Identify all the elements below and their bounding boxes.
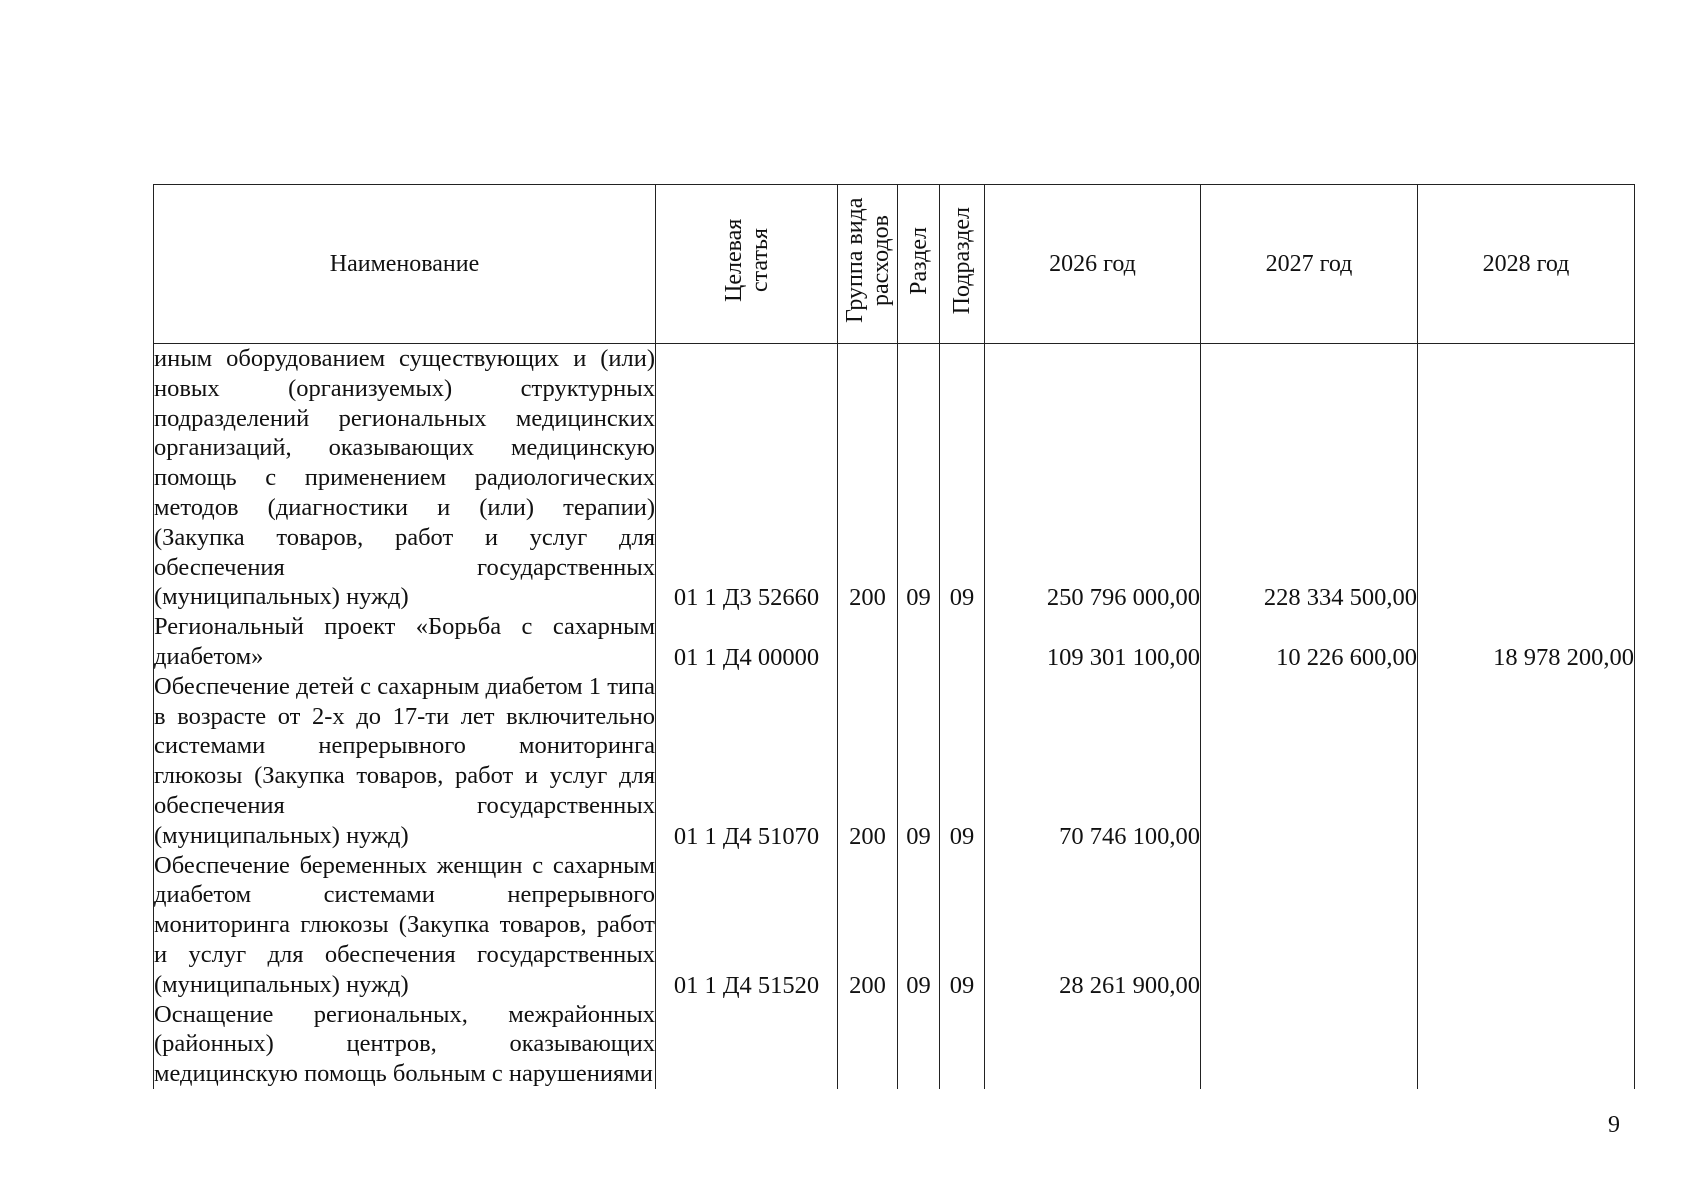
row-name: Обеспечение беременных женщин с сахарным диабетом системами непрерывного мониторинга глюкозы (Закупка товаров, работ и услуг для обеспечения государственных (муниципальных) нужд) <box>154 851 655 998</box>
row-code: 01 1 Д4 51070 <box>656 672 838 851</box>
header-target-article: Целевая статья <box>656 185 838 344</box>
row-subsection: 09 <box>940 344 985 613</box>
row-2026: 70 746 100,00 <box>985 672 1201 851</box>
row-section <box>898 1000 940 1089</box>
header-expense-group: Группа вида расходов <box>838 185 898 344</box>
row-code: 01 1 Д4 00000 <box>656 612 838 672</box>
row-2026: 28 261 900,00 <box>985 851 1201 1000</box>
table-row <box>154 851 1635 1000</box>
table-row <box>154 612 1635 672</box>
row-section <box>898 612 940 672</box>
row-group: 200 <box>838 851 898 1000</box>
row-2028: 18 978 200,00 <box>1418 612 1635 672</box>
row-2028 <box>1418 672 1635 851</box>
row-subsection <box>940 1000 985 1089</box>
row-2027 <box>1201 672 1418 851</box>
row-code: 01 1 Д4 51520 <box>656 851 838 1000</box>
row-2027 <box>1201 851 1418 1000</box>
header-year-2028: 2028 год <box>1418 185 1635 344</box>
row-group: 200 <box>838 672 898 851</box>
header-subsection: Подраздел <box>940 185 985 344</box>
budget-table <box>153 184 1635 1089</box>
table-row <box>154 672 1635 851</box>
row-name: иным оборудованием существующих и (или) новых (организуемых) структурных подразделений региональных медицинских организаций, оказывающих медицинскую помощь с применением радиологических методов (диагностики и (или) терапии) (Закупка товаров, работ и услуг для обеспечения государственных (муниципальных) нужд) <box>154 345 655 611</box>
row-subsection: 09 <box>940 672 985 851</box>
row-subsection <box>940 612 985 672</box>
row-2028 <box>1418 344 1635 613</box>
row-code <box>656 1000 838 1089</box>
row-group <box>838 1000 898 1089</box>
row-2026: 250 796 000,00 <box>985 344 1201 613</box>
row-group: 200 <box>838 344 898 613</box>
row-2027: 228 334 500,00 <box>1201 344 1418 613</box>
row-2026 <box>985 1000 1201 1089</box>
row-subsection: 09 <box>940 851 985 1000</box>
header-name: Наименование <box>154 185 656 344</box>
row-section: 09 <box>898 851 940 1000</box>
row-group <box>838 612 898 672</box>
row-2028 <box>1418 1000 1635 1089</box>
row-2027 <box>1201 1000 1418 1089</box>
row-2027: 10 226 600,00 <box>1201 612 1418 672</box>
row-name: Обеспечение детей с сахарным диабетом 1 типа в возрасте от 2-х до 17-ти лет включительно системами непрерывного мониторинга глюкозы (Закупка товаров, работ и услуг для обеспечения государственных (муниципальных) нужд) <box>154 672 655 849</box>
table-header-row <box>154 185 1635 344</box>
row-section: 09 <box>898 672 940 851</box>
page-number: 9 <box>1608 1112 1620 1138</box>
table-row <box>154 1000 1635 1089</box>
table-row <box>154 344 1635 613</box>
row-name: Региональный проект «Борьба с сахарным диабетом» <box>154 613 655 670</box>
header-year-2027: 2027 год <box>1201 185 1418 344</box>
row-2028 <box>1418 851 1635 1000</box>
row-name: Оснащение региональных, межрайонных (районных) центров, оказывающих медицинскую помощь больным с нарушениями <box>154 1000 655 1088</box>
row-2026: 109 301 100,00 <box>985 612 1201 672</box>
header-year-2026: 2026 год <box>985 185 1201 344</box>
row-code: 01 1 Д3 52660 <box>656 344 838 613</box>
header-section: Раздел <box>898 185 940 344</box>
row-section: 09 <box>898 344 940 613</box>
